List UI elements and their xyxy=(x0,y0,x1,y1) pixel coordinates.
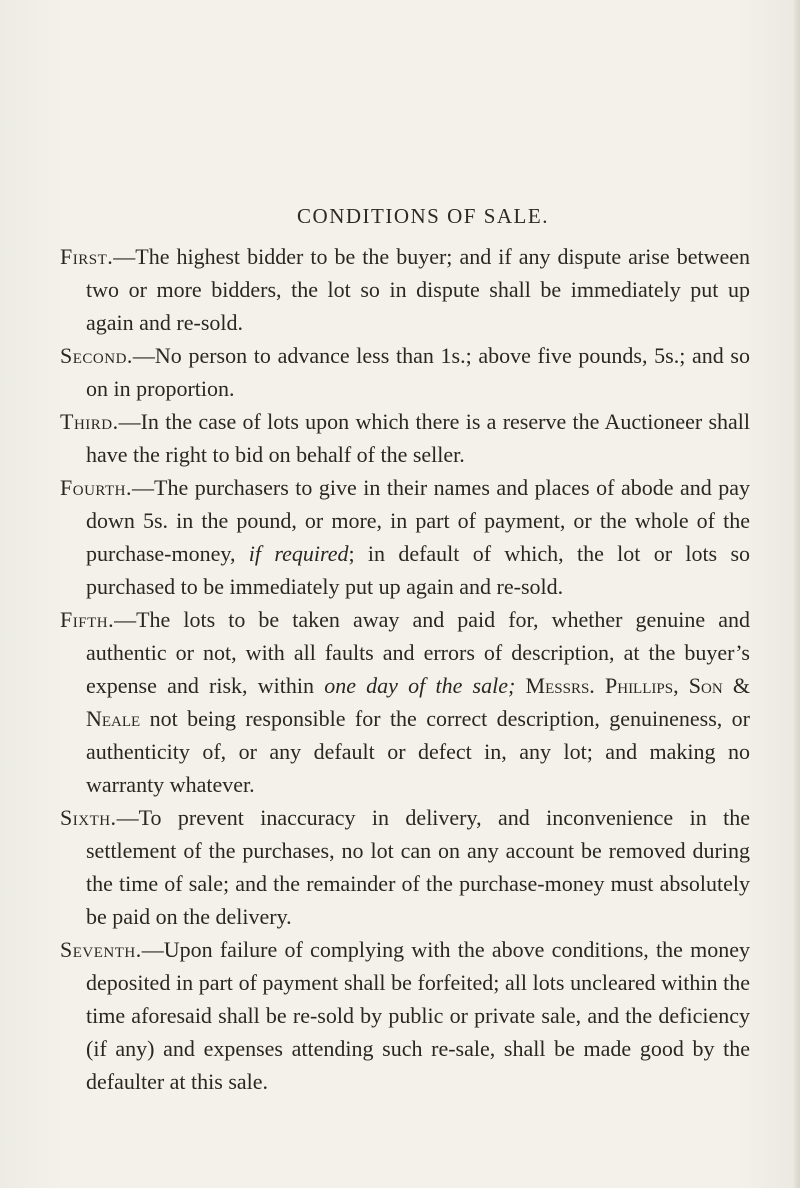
condition-text: —In the case of lots upon which there is a reserve the Auctioneer shall have the right to bid on behalf of the seller. xyxy=(86,409,750,467)
condition-text: —No person to advance less than 1s.; above five pounds, 5s.; and so on in proportion. xyxy=(86,343,750,401)
condition-text: —The highest bidder to be the buyer; and if any dispute arise between two or more bidders, the lot so in dispute shall be immediately put up again and re-sold. xyxy=(86,244,750,335)
condition-text: —The lots to be taken away and paid for, whether genuine and authentic or not, with all faults and errors of description, at the buyer’s expense and risk, within xyxy=(86,607,750,698)
page-edge xyxy=(794,0,800,1188)
page-title: CONDITIONS OF SALE. xyxy=(297,204,549,228)
condition-italic-text: if required xyxy=(248,541,349,566)
condition-third xyxy=(60,405,750,471)
condition-ordinal: Second. xyxy=(60,343,133,368)
condition-ordinal: First. xyxy=(60,244,114,269)
condition-fifth xyxy=(60,603,750,801)
condition-fourth xyxy=(60,471,750,603)
conditions-list xyxy=(60,240,750,1098)
condition-first xyxy=(60,240,750,339)
condition-text: ; in default of which, the lot or lots so purchased to be immediately put up again and re-sold. xyxy=(86,541,751,599)
auctioneer-firm-name: Messrs. Phillips, Son & Neale xyxy=(86,673,750,731)
condition-italic-text: one day of the sale; xyxy=(324,673,516,698)
condition-text: —To prevent inaccuracy in delivery, and inconvenience in the settlement of the purchases, no lot can on any account be removed during the time of sale; and the remainder of the purchase-money must absolutely be paid on the delivery. xyxy=(86,805,750,929)
condition-second xyxy=(60,339,750,405)
condition-seventh xyxy=(60,933,750,1098)
condition-ordinal: Fourth. xyxy=(60,475,132,500)
condition-ordinal: Sixth. xyxy=(60,805,117,830)
condition-sixth xyxy=(60,801,750,933)
condition-ordinal: Seventh. xyxy=(60,937,142,962)
condition-text: —The purchasers to give in their names and places of abode and pay down 5s. in the pound, or more, in part of payment, or the whole of the purchase-money, xyxy=(86,475,750,566)
condition-text: not being responsible for the correct description, genuineness, or authenticity of, or any default or defect in, any lot; and making no warranty whatever. xyxy=(86,706,750,797)
condition-ordinal: Third. xyxy=(60,409,119,434)
condition-text: —Upon failure of complying with the above conditions, the money deposited in part of payment shall be forfeited; all lots uncleared within the time aforesaid shall be re-sold by public or private sale, and the deficiency (if any) and expenses attending such re-sale, shall be made good by the defaulter at this sale. xyxy=(86,937,750,1094)
condition-ordinal: Fifth. xyxy=(60,607,115,632)
